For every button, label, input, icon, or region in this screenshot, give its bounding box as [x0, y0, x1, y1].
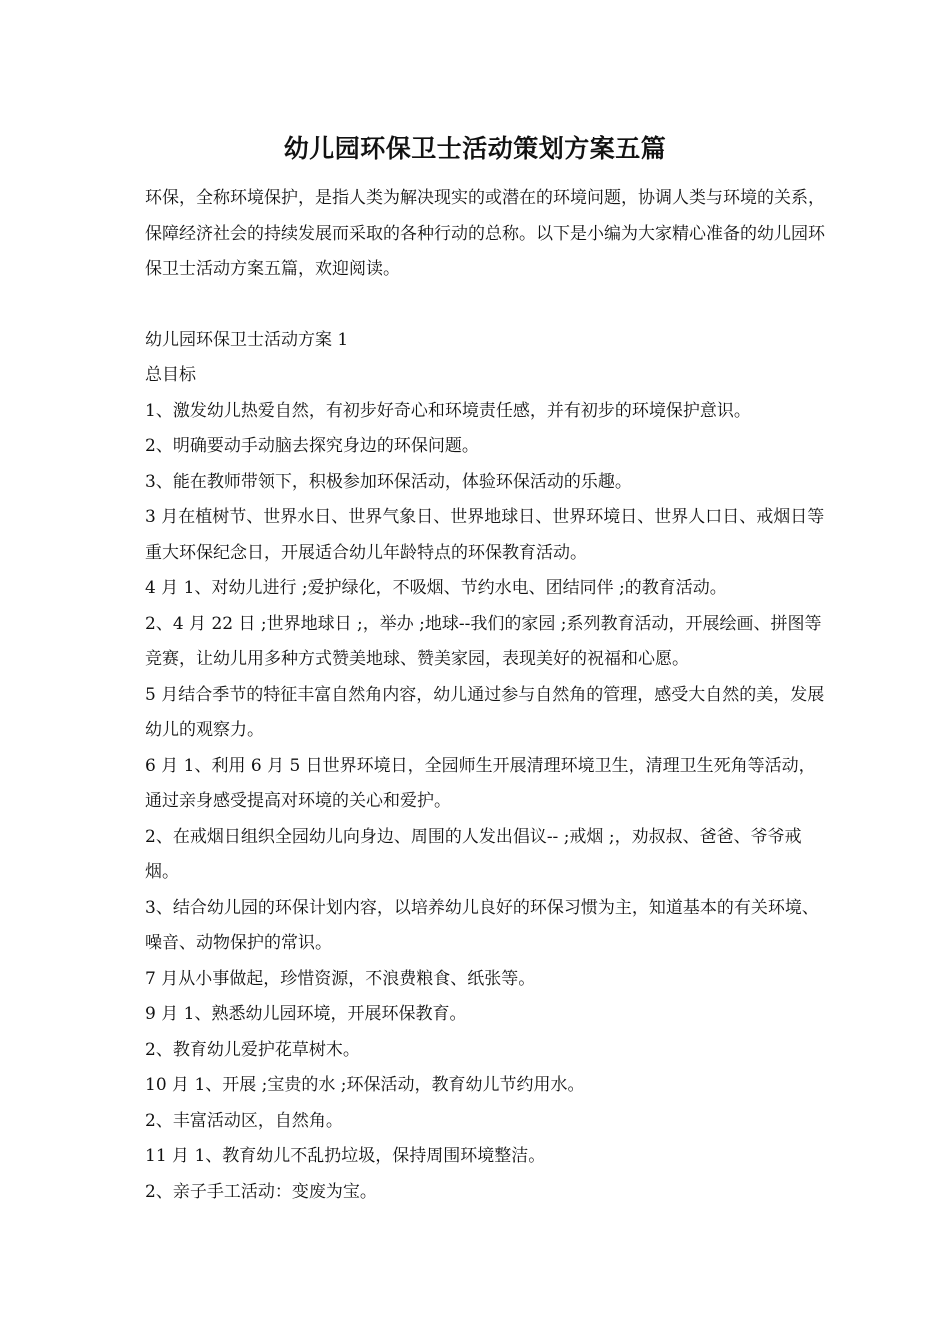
body-paragraph: 2、明确要动手动脑去探究身边的环保问题。: [145, 436, 479, 456]
body-paragraph: 9 月 1、熟悉幼儿园环境，开展环保教育。: [145, 1004, 467, 1024]
body-paragraph: 7 月从小事做起，珍惜资源，不浪费粮食、纸张等。: [145, 968, 536, 989]
document-title: 幼儿园环保卫士活动策划方案五篇: [283, 134, 667, 163]
body-paragraph: 2、教育幼儿爱护花草树木。: [145, 1039, 360, 1060]
intro-paragraph: 环保，全称环境保护，是指人类为解决现实的或潜在的环境问题，协调人类与环境的关系，保障经济社会的持续发展而采取的各种行动的总称。以下是小编为大家精心准备的幼儿园环保卫士活动方案五篇，欢迎阅读。: [145, 188, 825, 279]
body-paragraph: 3、能在教师带领下，积极参加环保活动，体验环保活动的乐趣。: [145, 471, 632, 492]
body-paragraph: 11 月 1、教育幼儿不乱扔垃圾，保持周围环境整洁。: [145, 1146, 546, 1166]
body-paragraph: 2、在戒烟日组织全园幼儿向身边、周围的人发出倡议-- ;戒烟 ;，劝叔叔、爸爸、爷爷戒烟。: [145, 826, 802, 882]
body-paragraph: 6 月 1、利用 6 月 5 日世界环境日，全园师生开展清理环境卫生，清理卫生死角等活动，通过亲身感受提高对环境的关心和爱护。: [145, 755, 816, 811]
subheading: 总目标: [145, 365, 196, 385]
body-paragraph: 1、激发幼儿热爱自然，有初步好奇心和环境责任感，并有初步的环境保护意识。: [145, 400, 751, 421]
body-paragraph: 5 月结合季节的特征丰富自然角内容，幼儿通过参与自然角的管理，感受大自然的美，发展幼儿的观察力。: [145, 684, 825, 740]
body-paragraph: 3、结合幼儿园的环保计划内容，以培养幼儿良好的环保习惯为主，知道基本的有关环境、噪音、动物保护的常识。: [145, 897, 819, 953]
body-paragraph: 4 月 1、对幼儿进行 ;爱护绿化，不吸烟、节约水电、团结同伴 ;的教育活动。: [145, 578, 727, 598]
body-paragraph: 2、丰富活动区，自然角。: [145, 1110, 343, 1131]
document-body: [145, 181, 825, 1210]
body-paragraph: 10 月 1、开展 ;宝贵的水 ;环保活动，教育幼儿节约用水。: [145, 1075, 585, 1095]
body-paragraph: 3 月在植树节、世界水日、世界气象日、世界地球日、世界环境日、世界人口日、戒烟日等重大环保纪念日，开展适合幼儿年龄特点的环保教育活动。: [145, 507, 825, 563]
body-paragraph: 2、4 月 22 日 ;世界地球日 ;，举办 ;地球--我们的家园 ;系列教育活动，开展绘画、拼图等竞赛，让幼儿用多种方式赞美地球、赞美家园，表现美好的祝福和心愿。: [145, 613, 822, 669]
section-heading: 幼儿园环保卫士活动方案 1: [145, 329, 349, 350]
body-paragraph: 2、亲子手工活动：变废为宝。: [145, 1181, 377, 1202]
